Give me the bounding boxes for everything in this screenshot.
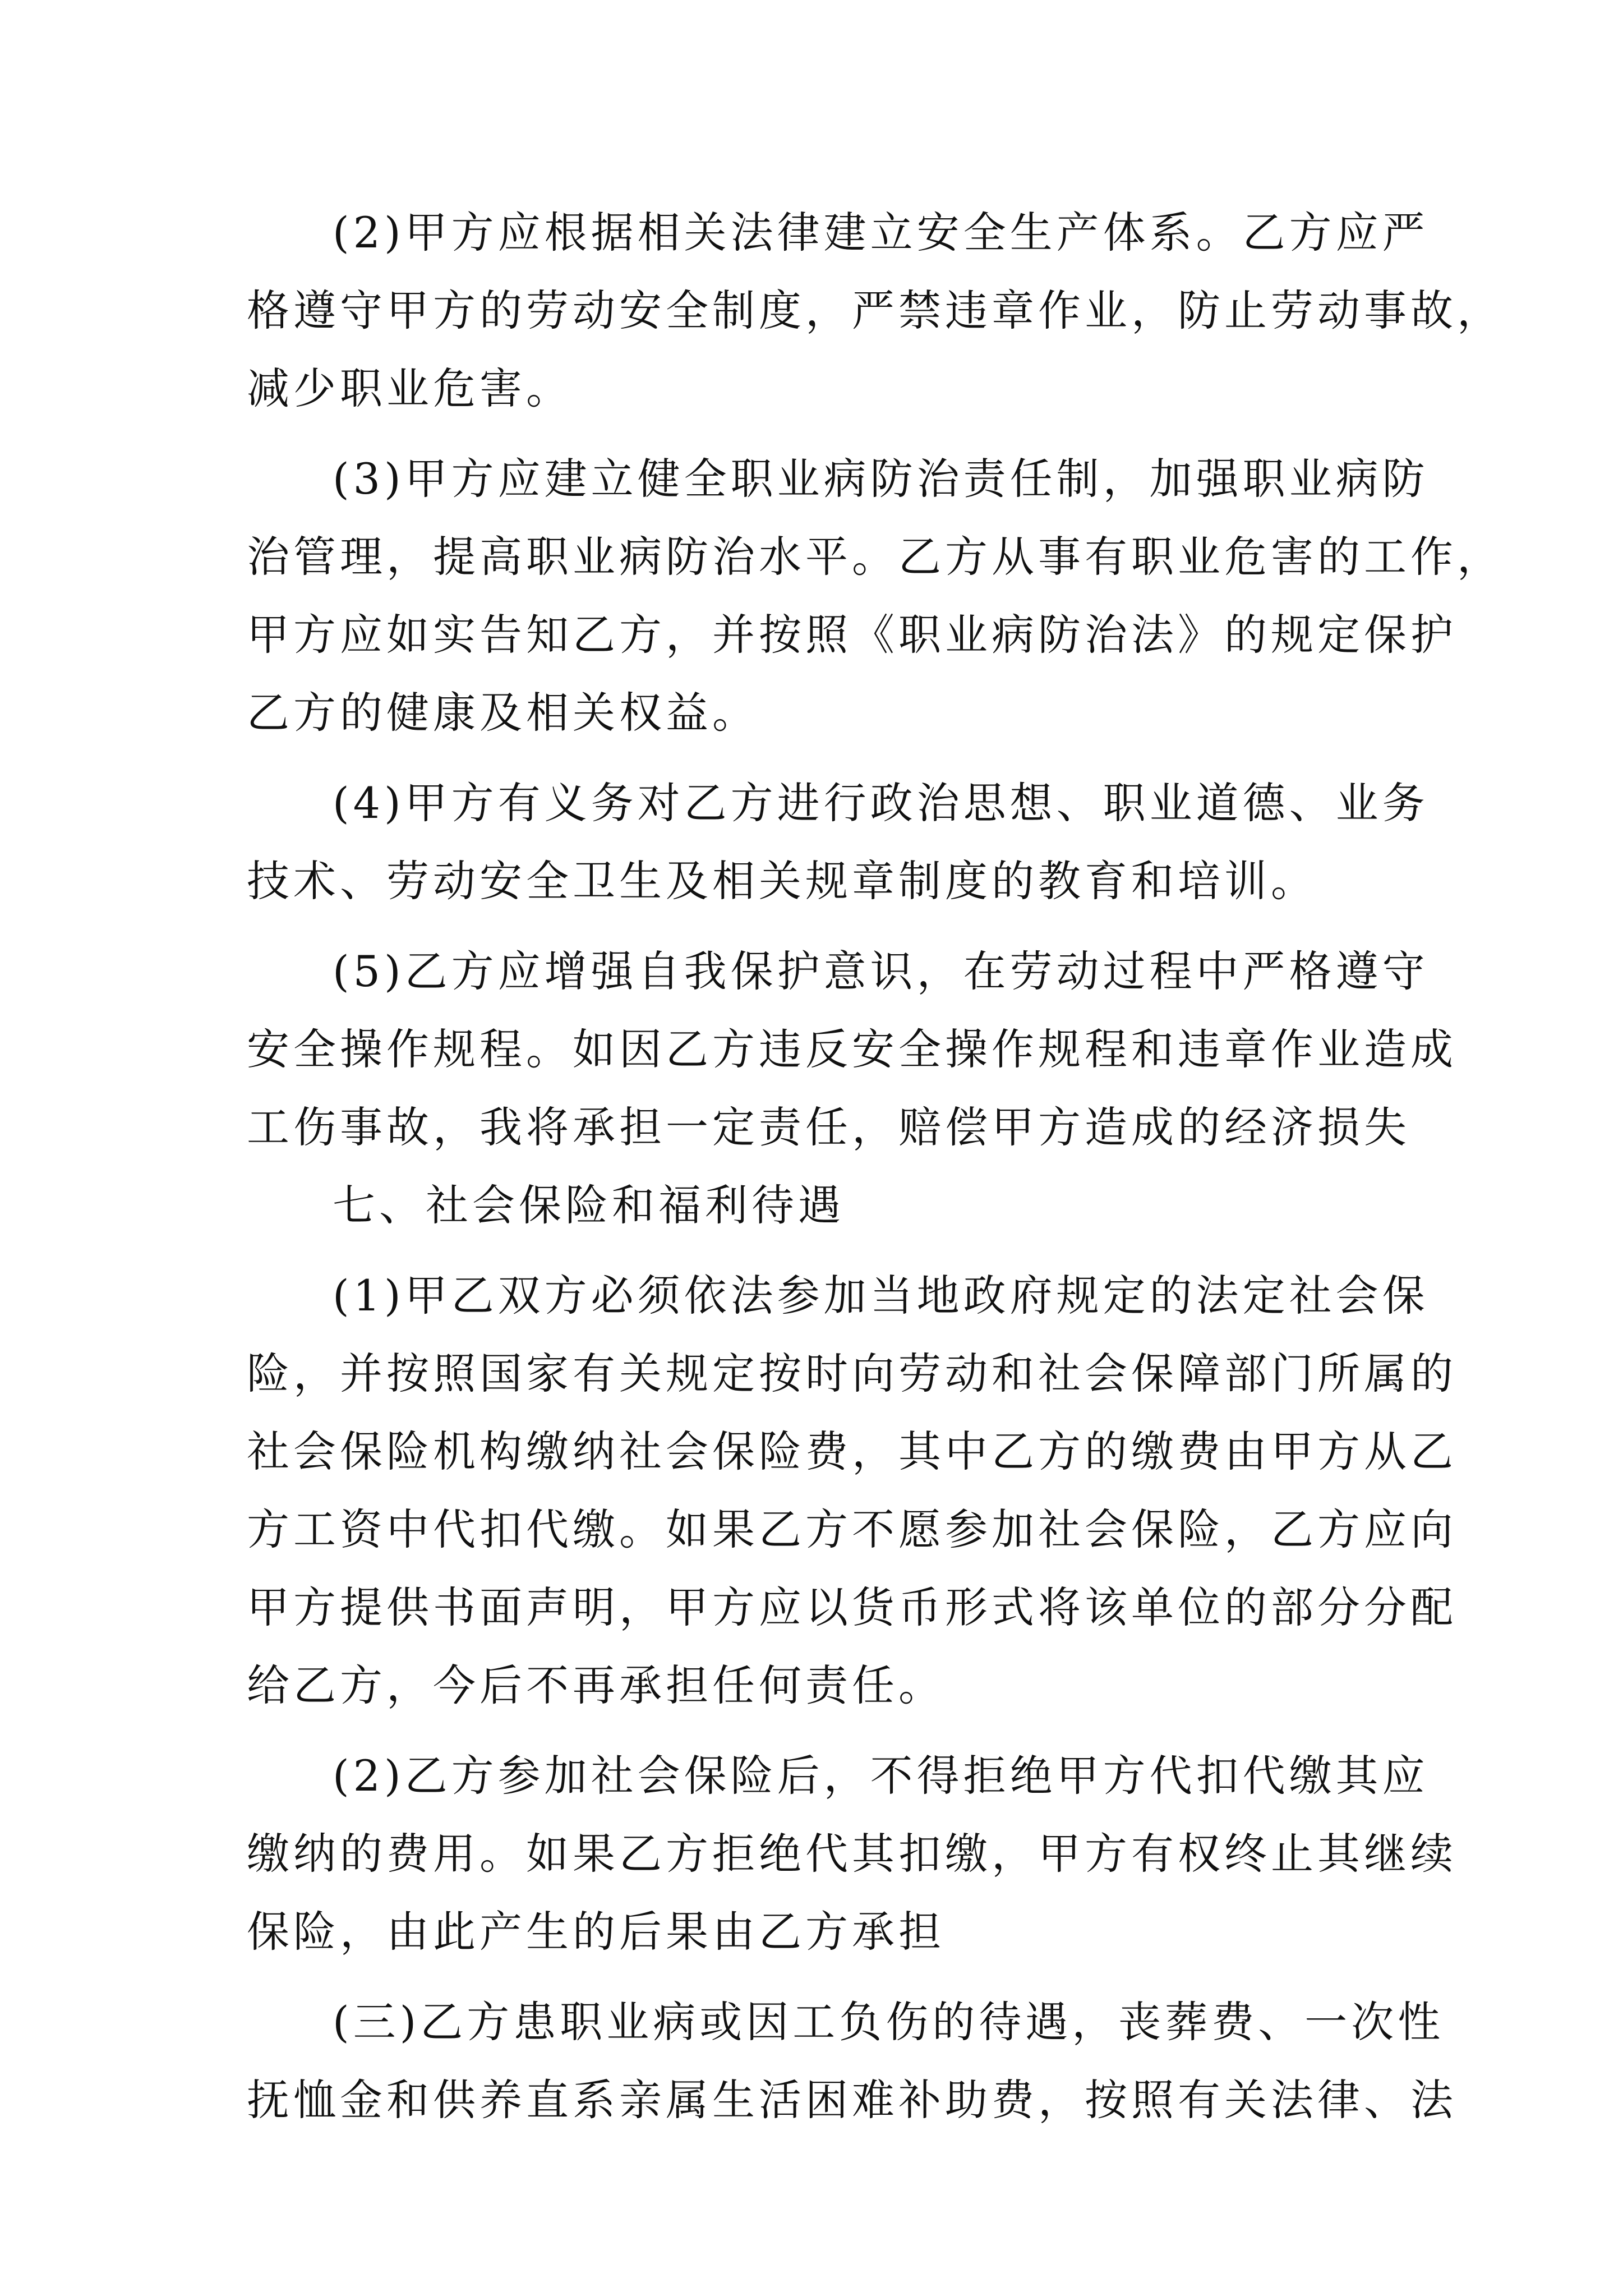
paragraph-line: (2)甲方应根据相关法律建立安全生产体系。乙方应严 [333, 208, 1429, 257]
paragraph-line: 方工资中代扣代缴。如果乙方不愿参加社会保险，乙方应向 [247, 1504, 1457, 1554]
paragraph-insurance-participation [247, 1257, 1457, 1724]
paragraph-line: 甲方应如实告知乙方，并按照《职业病防治法》的规定保护 [247, 610, 1457, 660]
document-body [247, 194, 1504, 2139]
paragraph-self-protection [247, 932, 1457, 1166]
section-heading: 七、社会保险和福利待遇 [333, 1180, 845, 1230]
paragraph-line: 技术、劳动安全卫生及相关规章制度的教育和培训。 [247, 856, 1317, 906]
paragraph-line: 治管理，提高职业病防治水平。乙方从事有职业危害的工作， [247, 532, 1504, 582]
paragraph-training [247, 764, 1429, 920]
paragraph-line: 险，并按照国家有关规定按时向劳动和社会保障部门所属的 [247, 1349, 1457, 1398]
paragraph-line: 减少职业危害。 [247, 364, 573, 413]
paragraph-line: (5)乙方应增强自我保护意识，在劳动过程中严格遵守 [333, 946, 1429, 996]
paragraph-line: 安全操作规程。如因乙方违反安全操作规程和违章作业造成 [247, 1024, 1457, 1074]
paragraph-line: (2)乙方参加社会保险后，不得拒绝甲方代扣代缴其应 [333, 1751, 1429, 1801]
paragraph-line: (三)乙方患职业病或因工负伤的待遇，丧葬费、一次性 [333, 1997, 1445, 2047]
paragraph-injury-benefits [247, 1983, 1457, 2139]
paragraph-line: 保险，由此产生的后果由乙方承担 [247, 1907, 945, 1957]
paragraph-line: 抚恤金和供养直系亲属生活困难补助费，按照有关法律、法 [247, 2075, 1457, 2125]
paragraph-occupational-disease [247, 440, 1504, 752]
paragraph-safety-system [247, 194, 1504, 427]
paragraph-line: 格遵守甲方的劳动安全制度，严禁违章作业，防止劳动事故， [247, 286, 1504, 335]
paragraph-line: 工伤事故，我将承担一定责任，赔偿甲方造成的经济损失 [247, 1102, 1410, 1152]
paragraph-line: 缴纳的费用。如果乙方拒绝代其扣缴，甲方有权终止其继续 [247, 1829, 1457, 1879]
paragraph-line: (4)甲方有义务对乙方进行政治思想、职业道德、业务 [333, 778, 1429, 828]
paragraph-line: 甲方提供书面声明，甲方应以货币形式将该单位的部分分配 [247, 1582, 1457, 1632]
paragraph-withholding [247, 1737, 1457, 1971]
section-heading-social-insurance [247, 1166, 1391, 1244]
paragraph-line: 给乙方，今后不再承担任何责任。 [247, 1660, 945, 1710]
paragraph-line: (1)甲乙双方必须依法参加当地政府规定的法定社会保 [333, 1271, 1429, 1320]
paragraph-line: (3)甲方应建立健全职业病防治责任制，加强职业病防 [333, 454, 1429, 504]
paragraph-line: 社会保险机构缴纳社会保险费，其中乙方的缴费由甲方从乙 [247, 1427, 1457, 1476]
paragraph-line: 乙方的健康及相关权益。 [247, 688, 759, 738]
